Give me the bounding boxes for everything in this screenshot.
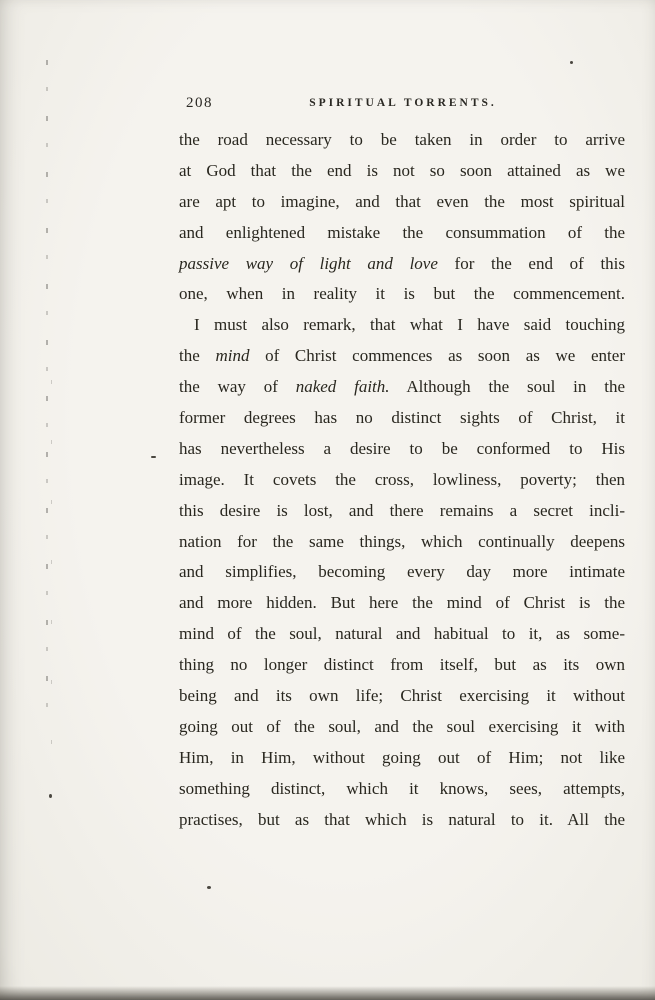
text-line — [179, 156, 625, 187]
text-segment: I must also remark, that what I have said touching — [194, 315, 625, 335]
text-line — [179, 310, 625, 341]
text-segment: one, when in reality it is but the commencement. — [179, 284, 625, 304]
scan-speck — [49, 794, 52, 798]
running-head — [180, 94, 626, 116]
text-segment: practises, but as that which is natural to it. All the — [179, 809, 625, 829]
text-segment: the road necessary to be taken in order to arrive — [179, 130, 625, 149]
text-line — [179, 403, 625, 434]
text-segment: mind of the soul, natural and habitual to it, as some- — [179, 624, 625, 644]
text-line — [179, 774, 625, 805]
page-body — [179, 125, 625, 835]
text-line — [179, 805, 625, 836]
text-line — [179, 465, 625, 496]
text-line — [179, 743, 625, 774]
running-title: SPIRITUAL TORRENTS. — [309, 97, 497, 109]
text-line — [179, 187, 625, 218]
text-line — [179, 279, 625, 310]
binding-mark-artifact — [51, 380, 52, 800]
text-line — [179, 588, 625, 619]
text-segment-italic: mind — [215, 346, 250, 366]
text-segment: going out of the soul, and the soul exercising it with — [179, 716, 625, 736]
text-segment: of Christ commences as soon as we enter — [249, 346, 625, 366]
text-segment: former degrees has no distinct sights of Christ, it — [179, 408, 625, 428]
text-segment: this desire is lost, and there remains a secret incli- — [179, 500, 625, 520]
text-segment: nation for the same things, which continually deepens — [179, 531, 625, 551]
scan-bottom-edge — [0, 986, 655, 1000]
text-segment: the way of — [179, 377, 296, 397]
text-segment: at God that the end is not so soon attained as we — [179, 160, 625, 180]
text-segment: the — [179, 346, 216, 366]
text-line — [179, 372, 625, 403]
text-line — [179, 712, 625, 743]
page-number: 208 — [186, 95, 213, 111]
text-line — [179, 496, 625, 527]
text-segment: for the end of this — [437, 253, 626, 273]
scan-speck — [207, 886, 211, 889]
text-line — [179, 527, 625, 558]
binding-mark-artifact — [46, 60, 48, 710]
text-segment: and more hidden. But here the mind of Christ is the — [179, 593, 625, 613]
text-line — [179, 218, 625, 249]
text-segment: thing no longer distinct from itself, but as its own — [179, 655, 625, 675]
text-segment: has nevertheless a desire to be conformed to His — [179, 438, 625, 458]
scan-speck — [151, 456, 156, 458]
text-line — [179, 681, 625, 712]
text-line — [179, 650, 625, 681]
text-line — [179, 619, 625, 650]
text-line — [179, 341, 625, 372]
text-segment: and enlightened mistake the consummation of the — [179, 222, 625, 242]
text-line — [179, 125, 625, 156]
text-segment: Him, in Him, without going out of Him; not like — [179, 747, 625, 767]
scan-speck — [570, 61, 573, 64]
text-segment: and simplifies, becoming every day more intimate — [179, 562, 625, 582]
text-segment-italic: naked faith. — [295, 377, 390, 397]
text-segment: Although the soul in the — [389, 377, 625, 397]
text-segment: are apt to imagine, and that even the most spiritual — [179, 191, 625, 211]
text-line — [179, 249, 625, 280]
text-segment-italic: passive way of light and love — [179, 253, 438, 273]
text-line — [179, 557, 625, 588]
text-segment: something distinct, which it knows, sees, attempts, — [179, 778, 625, 798]
text-line — [179, 434, 625, 465]
text-segment: being and its own life; Christ exercising it without — [179, 686, 625, 706]
text-segment: image. It covets the cross, lowliness, poverty; then — [179, 469, 625, 489]
